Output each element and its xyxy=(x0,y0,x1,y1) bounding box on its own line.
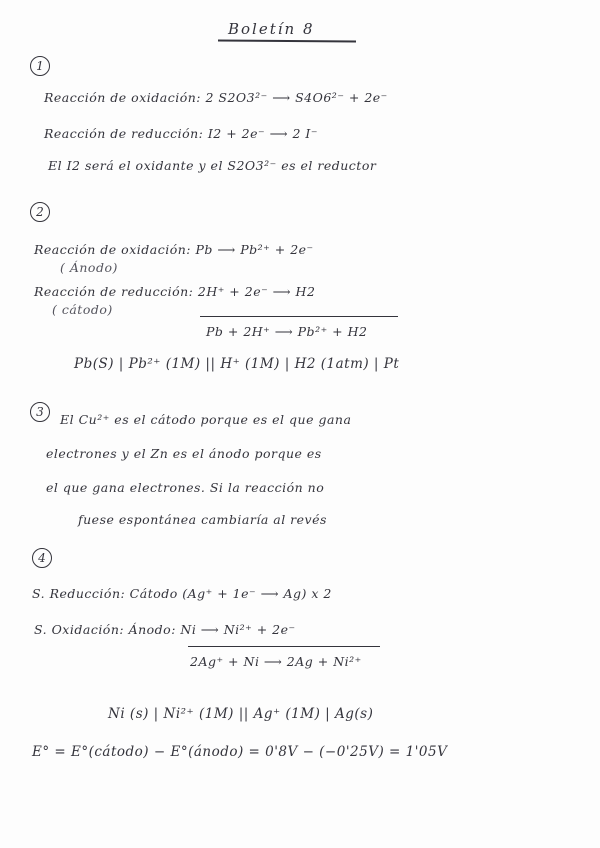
s1-reduction-line: Reacción de reducción: I2 + 2e⁻ ⟶ 2 I⁻ xyxy=(44,126,318,141)
s2-cell-notation: Pb(S) | Pb²⁺ (1M) || H⁺ (1M) | H2 (1atm) | Pt xyxy=(74,356,400,372)
s2-overall-reaction: Pb + 2H⁺ ⟶ Pb²⁺ + H2 xyxy=(206,324,368,339)
s2-oxidation-line: Reacción de oxidación: Pb ⟶ Pb²⁺ + 2e⁻ xyxy=(34,242,314,257)
page-title: Boletín 8 xyxy=(228,20,315,38)
s3-line-1: El Cu²⁺ es el cátodo porque es el que gana xyxy=(60,412,352,427)
s1-oxidation-line: Reacción de oxidación: 2 S2O3²⁻ ⟶ S4O6²⁻ + 2e⁻ xyxy=(44,90,388,105)
section-number-1: 1 xyxy=(30,56,50,76)
s2-cathode-note: ( cátodo) xyxy=(52,302,113,317)
s4-sum-rule xyxy=(188,646,380,647)
s3-line-3: el que gana electrones. Si la reacción no xyxy=(46,480,325,495)
section-number-2: 2 xyxy=(30,202,50,222)
s3-line-4: fuese espontánea cambiaría al revés xyxy=(78,512,327,527)
s4-oxidation-line: S. Oxidación: Ánodo: Ni ⟶ Ni²⁺ + 2e⁻ xyxy=(34,622,296,637)
s2-reduction-line: Reacción de reducción: 2H⁺ + 2e⁻ ⟶ H2 xyxy=(34,284,316,299)
s4-reduction-line: S. Reducción: Cátodo (Ag⁺ + 1e⁻ ⟶ Ag) x 2 xyxy=(32,586,332,601)
s4-cell-notation: Ni (s) | Ni²⁺ (1M) || Ag⁺ (1M) | Ag(s) xyxy=(108,706,374,722)
s1-conclusion-line: El I2 será el oxidante y el S2O3²⁻ es el reductor xyxy=(48,158,377,173)
s4-emf-calculation: E° = E°(cátodo) − E°(ánodo) = 0'8V − (−0'25V) = 1'05V xyxy=(32,744,448,760)
s2-sum-rule xyxy=(200,316,398,317)
s3-line-2: electrones y el Zn es el ánodo porque es xyxy=(46,446,322,461)
title-underline xyxy=(218,40,356,42)
s2-anode-note: ( Ánodo) xyxy=(60,260,118,275)
section-number-4: 4 xyxy=(32,548,52,568)
section-number-3: 3 xyxy=(30,402,50,422)
s4-overall-reaction: 2Ag⁺ + Ni ⟶ 2Ag + Ni²⁺ xyxy=(190,654,362,669)
